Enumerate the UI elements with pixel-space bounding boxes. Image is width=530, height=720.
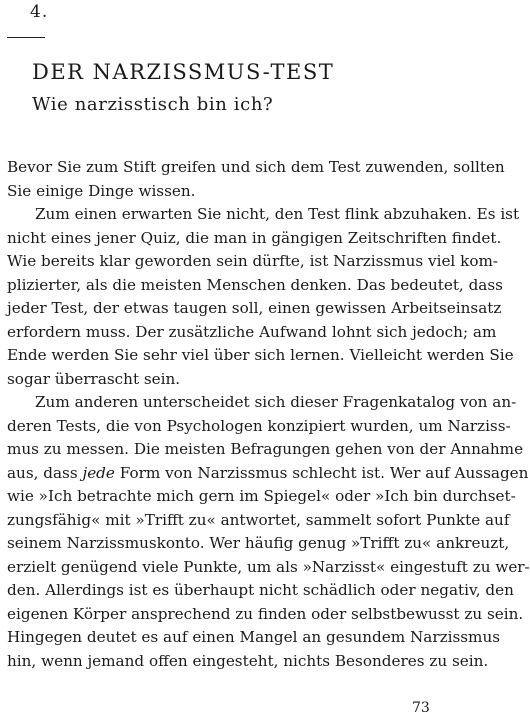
- body-text: [7, 156, 530, 673]
- text-line: Zum einen erwarten Sie nicht, den Test flink abzuhaken. Es ist: [35, 205, 520, 223]
- text-line: nicht eines jener Quiz, die man in gängigen Zeitschriften findet.: [7, 228, 502, 247]
- chapter-title: DER NARZISSMUS-TEST: [32, 60, 335, 84]
- text-fragment: aus, dass: [7, 463, 78, 482]
- text-line: zungsfähig« mit »Trifft zu« antwortet, sammelt sofort Punkte auf: [7, 510, 510, 529]
- text-line: Wie bereits klar geworden sein dürfte, ist Narzissmus viel kom-: [7, 252, 498, 270]
- text-line: plizierter, als die meisten Menschen denken. Das bedeutet, dass: [7, 275, 503, 294]
- text-line: Hingegen deutet es auf einen Mangel an gesundem Narzissmus: [7, 628, 501, 646]
- page-number: 73: [412, 700, 430, 716]
- text-line: mus zu messen. Die meisten Befragungen gehen von der Annahme: [7, 440, 524, 458]
- text-line: den. Allerdings ist es überhaupt nicht schädlich oder negativ, den: [7, 581, 514, 599]
- text-line: Ende werden Sie sehr viel über sich lernen. Vielleicht werden Sie: [7, 346, 514, 364]
- text-line: erfordern muss. Der zusätzliche Aufwand lohnt sich jedoch; am: [7, 322, 497, 341]
- text-line: jeder Test, der etwas taugen soll, einen gewissen Arbeitseinsatz: [7, 299, 502, 317]
- text-line: Sie einige Dinge wissen.: [7, 181, 196, 200]
- text-line: eigenen Körper ansprechend zu finden oder selbstbewusst zu sein.: [7, 604, 524, 623]
- text-line: Zum anderen unterscheidet sich dieser Fragenkatalog von an-: [35, 393, 517, 411]
- text-line: seinem Narzissmuskonto. Wer häufig genug »Trifft zu« ankreuzt,: [7, 534, 510, 552]
- text-line: erzielt genügend viele Punkte, um als »Narzisst« eingestuft zu wer-: [7, 557, 530, 576]
- chapter-rule: [7, 37, 45, 38]
- emphasis-word: jede: [82, 463, 115, 482]
- chapter-subtitle: Wie narzisstisch bin ich?: [32, 94, 274, 115]
- text-line: hin, wenn jemand offen eingesteht, nichts Besonderes zu sein.: [7, 651, 489, 670]
- text-line: wie »Ich betrachte mich gern im Spiegel« oder »Ich bin durchset-: [7, 487, 516, 505]
- text-fragment: Form von Narzissmus schlecht ist. Wer auf Aussagen: [119, 463, 529, 482]
- text-line: Bevor Sie zum Stift greifen und sich dem Test zuwenden, sollten: [7, 158, 505, 176]
- text-line: sogar überrascht sein.: [7, 369, 181, 388]
- text-line: deren Tests, die von Psychologen konzipiert wurden, um Narziss-: [7, 416, 511, 435]
- text-line: [7, 462, 529, 486]
- chapter-number: 4.: [30, 2, 49, 22]
